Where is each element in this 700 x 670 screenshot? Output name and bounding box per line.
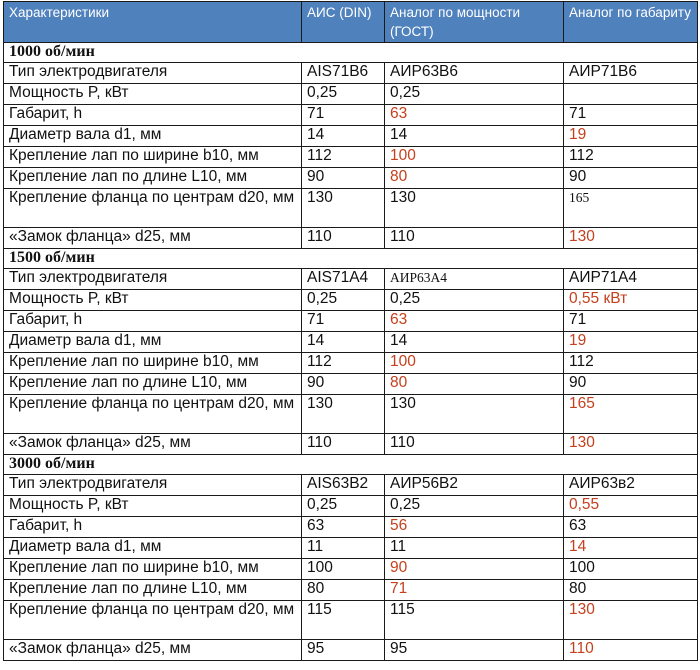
power-analog-cell: АИР56В2 bbox=[385, 475, 564, 496]
size-analog-cell: 165 bbox=[564, 395, 698, 434]
ais-value-cell: 63 bbox=[302, 517, 385, 538]
header-characteristics: Характеристики bbox=[4, 2, 302, 43]
table-row bbox=[4, 601, 698, 640]
size-analog-cell: 100 bbox=[564, 559, 698, 580]
table-row bbox=[4, 559, 698, 580]
ais-value-cell: 112 bbox=[302, 353, 385, 374]
power-analog-cell: 0,25 bbox=[385, 290, 564, 311]
ais-value-cell: AIS71A4 bbox=[302, 269, 385, 290]
row-label: Мощность P, кВт bbox=[4, 290, 302, 311]
section-header-row bbox=[4, 455, 698, 475]
power-analog-cell: 130 bbox=[385, 189, 564, 228]
motor-comparison-table bbox=[3, 1, 698, 661]
power-analog-cell: 14 bbox=[385, 126, 564, 147]
power-analog-cell: 80 bbox=[385, 168, 564, 189]
table-row bbox=[4, 395, 698, 434]
ais-value-cell: 80 bbox=[302, 580, 385, 601]
size-analog-cell: 0,55 кВт bbox=[564, 290, 698, 311]
table-row bbox=[4, 311, 698, 332]
ais-value-cell: 115 bbox=[302, 601, 385, 640]
row-label: Тип электродвигателя bbox=[4, 63, 302, 84]
table-row bbox=[4, 290, 698, 311]
row-label: «Замок фланца» d25, мм bbox=[4, 640, 302, 661]
power-analog-cell: 63 bbox=[385, 311, 564, 332]
row-label: Тип электродвигателя bbox=[4, 475, 302, 496]
row-label: Габарит, h bbox=[4, 105, 302, 126]
power-analog-cell: 100 bbox=[385, 353, 564, 374]
table-row bbox=[4, 580, 698, 601]
table-body bbox=[4, 43, 698, 661]
size-analog-cell: 19 bbox=[564, 126, 698, 147]
power-analog-cell: 130 bbox=[385, 395, 564, 434]
ais-value-cell: 0,25 bbox=[302, 84, 385, 105]
ais-value-cell: 14 bbox=[302, 332, 385, 353]
row-label: Крепление фланца по центрам d20, мм bbox=[4, 601, 302, 640]
ais-value-cell: 14 bbox=[302, 126, 385, 147]
row-label: Габарит, h bbox=[4, 517, 302, 538]
power-analog-cell: АИР63А4 bbox=[385, 269, 564, 290]
power-analog-cell: 95 bbox=[385, 640, 564, 661]
header-size-analog: Аналог по габариту bbox=[564, 2, 698, 43]
row-label: Крепление фланца по центрам d20, мм bbox=[4, 395, 302, 434]
ais-value-cell: 71 bbox=[302, 105, 385, 126]
row-label: Крепление лап по ширине b10, мм bbox=[4, 147, 302, 168]
size-analog-cell: 130 bbox=[564, 601, 698, 640]
size-analog-cell: 63 bbox=[564, 517, 698, 538]
section-header-row bbox=[4, 43, 698, 63]
table-row bbox=[4, 475, 698, 496]
size-analog-cell: АИР63в2 bbox=[564, 475, 698, 496]
row-label: Мощность P, кВт bbox=[4, 84, 302, 105]
table-row bbox=[4, 147, 698, 168]
ais-value-cell: AIS63B2 bbox=[302, 475, 385, 496]
ais-value-cell: 90 bbox=[302, 374, 385, 395]
ais-value-cell: 110 bbox=[302, 228, 385, 249]
ais-value-cell: 130 bbox=[302, 395, 385, 434]
section-title: 1000 об/мин bbox=[4, 43, 698, 63]
power-analog-cell: 0,25 bbox=[385, 84, 564, 105]
power-analog-cell: 110 bbox=[385, 228, 564, 249]
power-analog-cell: 115 bbox=[385, 601, 564, 640]
header-power-analog: Аналог по мощности (ГОСТ) bbox=[385, 2, 564, 43]
header-ais-din: АИС (DIN) bbox=[302, 2, 385, 43]
size-analog-cell: 71 bbox=[564, 105, 698, 126]
size-analog-cell: 130 bbox=[564, 228, 698, 249]
row-label: Тип электродвигателя bbox=[4, 269, 302, 290]
power-analog-cell: АИР63В6 bbox=[385, 63, 564, 84]
table-row bbox=[4, 374, 698, 395]
table-row bbox=[4, 168, 698, 189]
ais-value-cell: 0,25 bbox=[302, 290, 385, 311]
row-label: Крепление лап по длине L10, мм bbox=[4, 580, 302, 601]
table-row bbox=[4, 105, 698, 126]
size-analog-cell: АИР71А4 bbox=[564, 269, 698, 290]
size-analog-cell: 14 bbox=[564, 538, 698, 559]
size-analog-cell: 90 bbox=[564, 168, 698, 189]
table-row bbox=[4, 269, 698, 290]
table-row bbox=[4, 84, 698, 105]
size-analog-cell: 80 bbox=[564, 580, 698, 601]
row-label: Крепление лап по ширине b10, мм bbox=[4, 353, 302, 374]
section-title: 3000 об/мин bbox=[4, 455, 698, 475]
row-label: Крепление фланца по центрам d20, мм bbox=[4, 189, 302, 228]
row-label: Диаметр вала d1, мм bbox=[4, 126, 302, 147]
power-analog-cell: 110 bbox=[385, 434, 564, 455]
power-analog-cell: 71 bbox=[385, 580, 564, 601]
size-analog-cell: 130 bbox=[564, 434, 698, 455]
row-label: Диаметр вала d1, мм bbox=[4, 538, 302, 559]
header-row bbox=[4, 2, 698, 43]
size-analog-cell: 19 bbox=[564, 332, 698, 353]
size-analog-cell bbox=[564, 84, 698, 105]
ais-value-cell: 112 bbox=[302, 147, 385, 168]
size-analog-cell: 90 bbox=[564, 374, 698, 395]
table-row bbox=[4, 640, 698, 661]
power-analog-cell: 100 bbox=[385, 147, 564, 168]
section-header-row bbox=[4, 249, 698, 269]
power-analog-cell: 80 bbox=[385, 374, 564, 395]
ais-value-cell: 71 bbox=[302, 311, 385, 332]
ais-value-cell: 95 bbox=[302, 640, 385, 661]
table-row bbox=[4, 353, 698, 374]
ais-value-cell: 0,25 bbox=[302, 496, 385, 517]
table-row bbox=[4, 228, 698, 249]
row-label: Крепление лап по ширине b10, мм bbox=[4, 559, 302, 580]
size-analog-cell: 165 bbox=[564, 189, 698, 228]
ais-value-cell: 130 bbox=[302, 189, 385, 228]
power-analog-cell: 63 bbox=[385, 105, 564, 126]
size-analog-cell: 110 bbox=[564, 640, 698, 661]
section-title: 1500 об/мин bbox=[4, 249, 698, 269]
row-label: Габарит, h bbox=[4, 311, 302, 332]
table-row bbox=[4, 126, 698, 147]
ais-value-cell: 110 bbox=[302, 434, 385, 455]
ais-value-cell: 100 bbox=[302, 559, 385, 580]
size-analog-cell: 71 bbox=[564, 311, 698, 332]
row-label: Крепление лап по длине L10, мм bbox=[4, 168, 302, 189]
table-row bbox=[4, 538, 698, 559]
ais-value-cell: 90 bbox=[302, 168, 385, 189]
row-label: «Замок фланца» d25, мм bbox=[4, 434, 302, 455]
power-analog-cell: 0,25 bbox=[385, 496, 564, 517]
size-analog-cell: 0,55 bbox=[564, 496, 698, 517]
size-analog-cell: 112 bbox=[564, 353, 698, 374]
size-analog-cell: 112 bbox=[564, 147, 698, 168]
table-row bbox=[4, 517, 698, 538]
power-analog-cell: 14 bbox=[385, 332, 564, 353]
table-row bbox=[4, 189, 698, 228]
row-label: Мощность P, кВт bbox=[4, 496, 302, 517]
table-row bbox=[4, 434, 698, 455]
table-row bbox=[4, 332, 698, 353]
ais-value-cell: 11 bbox=[302, 538, 385, 559]
row-label: «Замок фланца» d25, мм bbox=[4, 228, 302, 249]
power-analog-cell: 11 bbox=[385, 538, 564, 559]
power-analog-cell: 90 bbox=[385, 559, 564, 580]
row-label: Диаметр вала d1, мм bbox=[4, 332, 302, 353]
row-label: Крепление лап по длине L10, мм bbox=[4, 374, 302, 395]
table-row bbox=[4, 63, 698, 84]
power-analog-cell: 56 bbox=[385, 517, 564, 538]
ais-value-cell: AIS71B6 bbox=[302, 63, 385, 84]
table-row bbox=[4, 496, 698, 517]
size-analog-cell: АИР71В6 bbox=[564, 63, 698, 84]
